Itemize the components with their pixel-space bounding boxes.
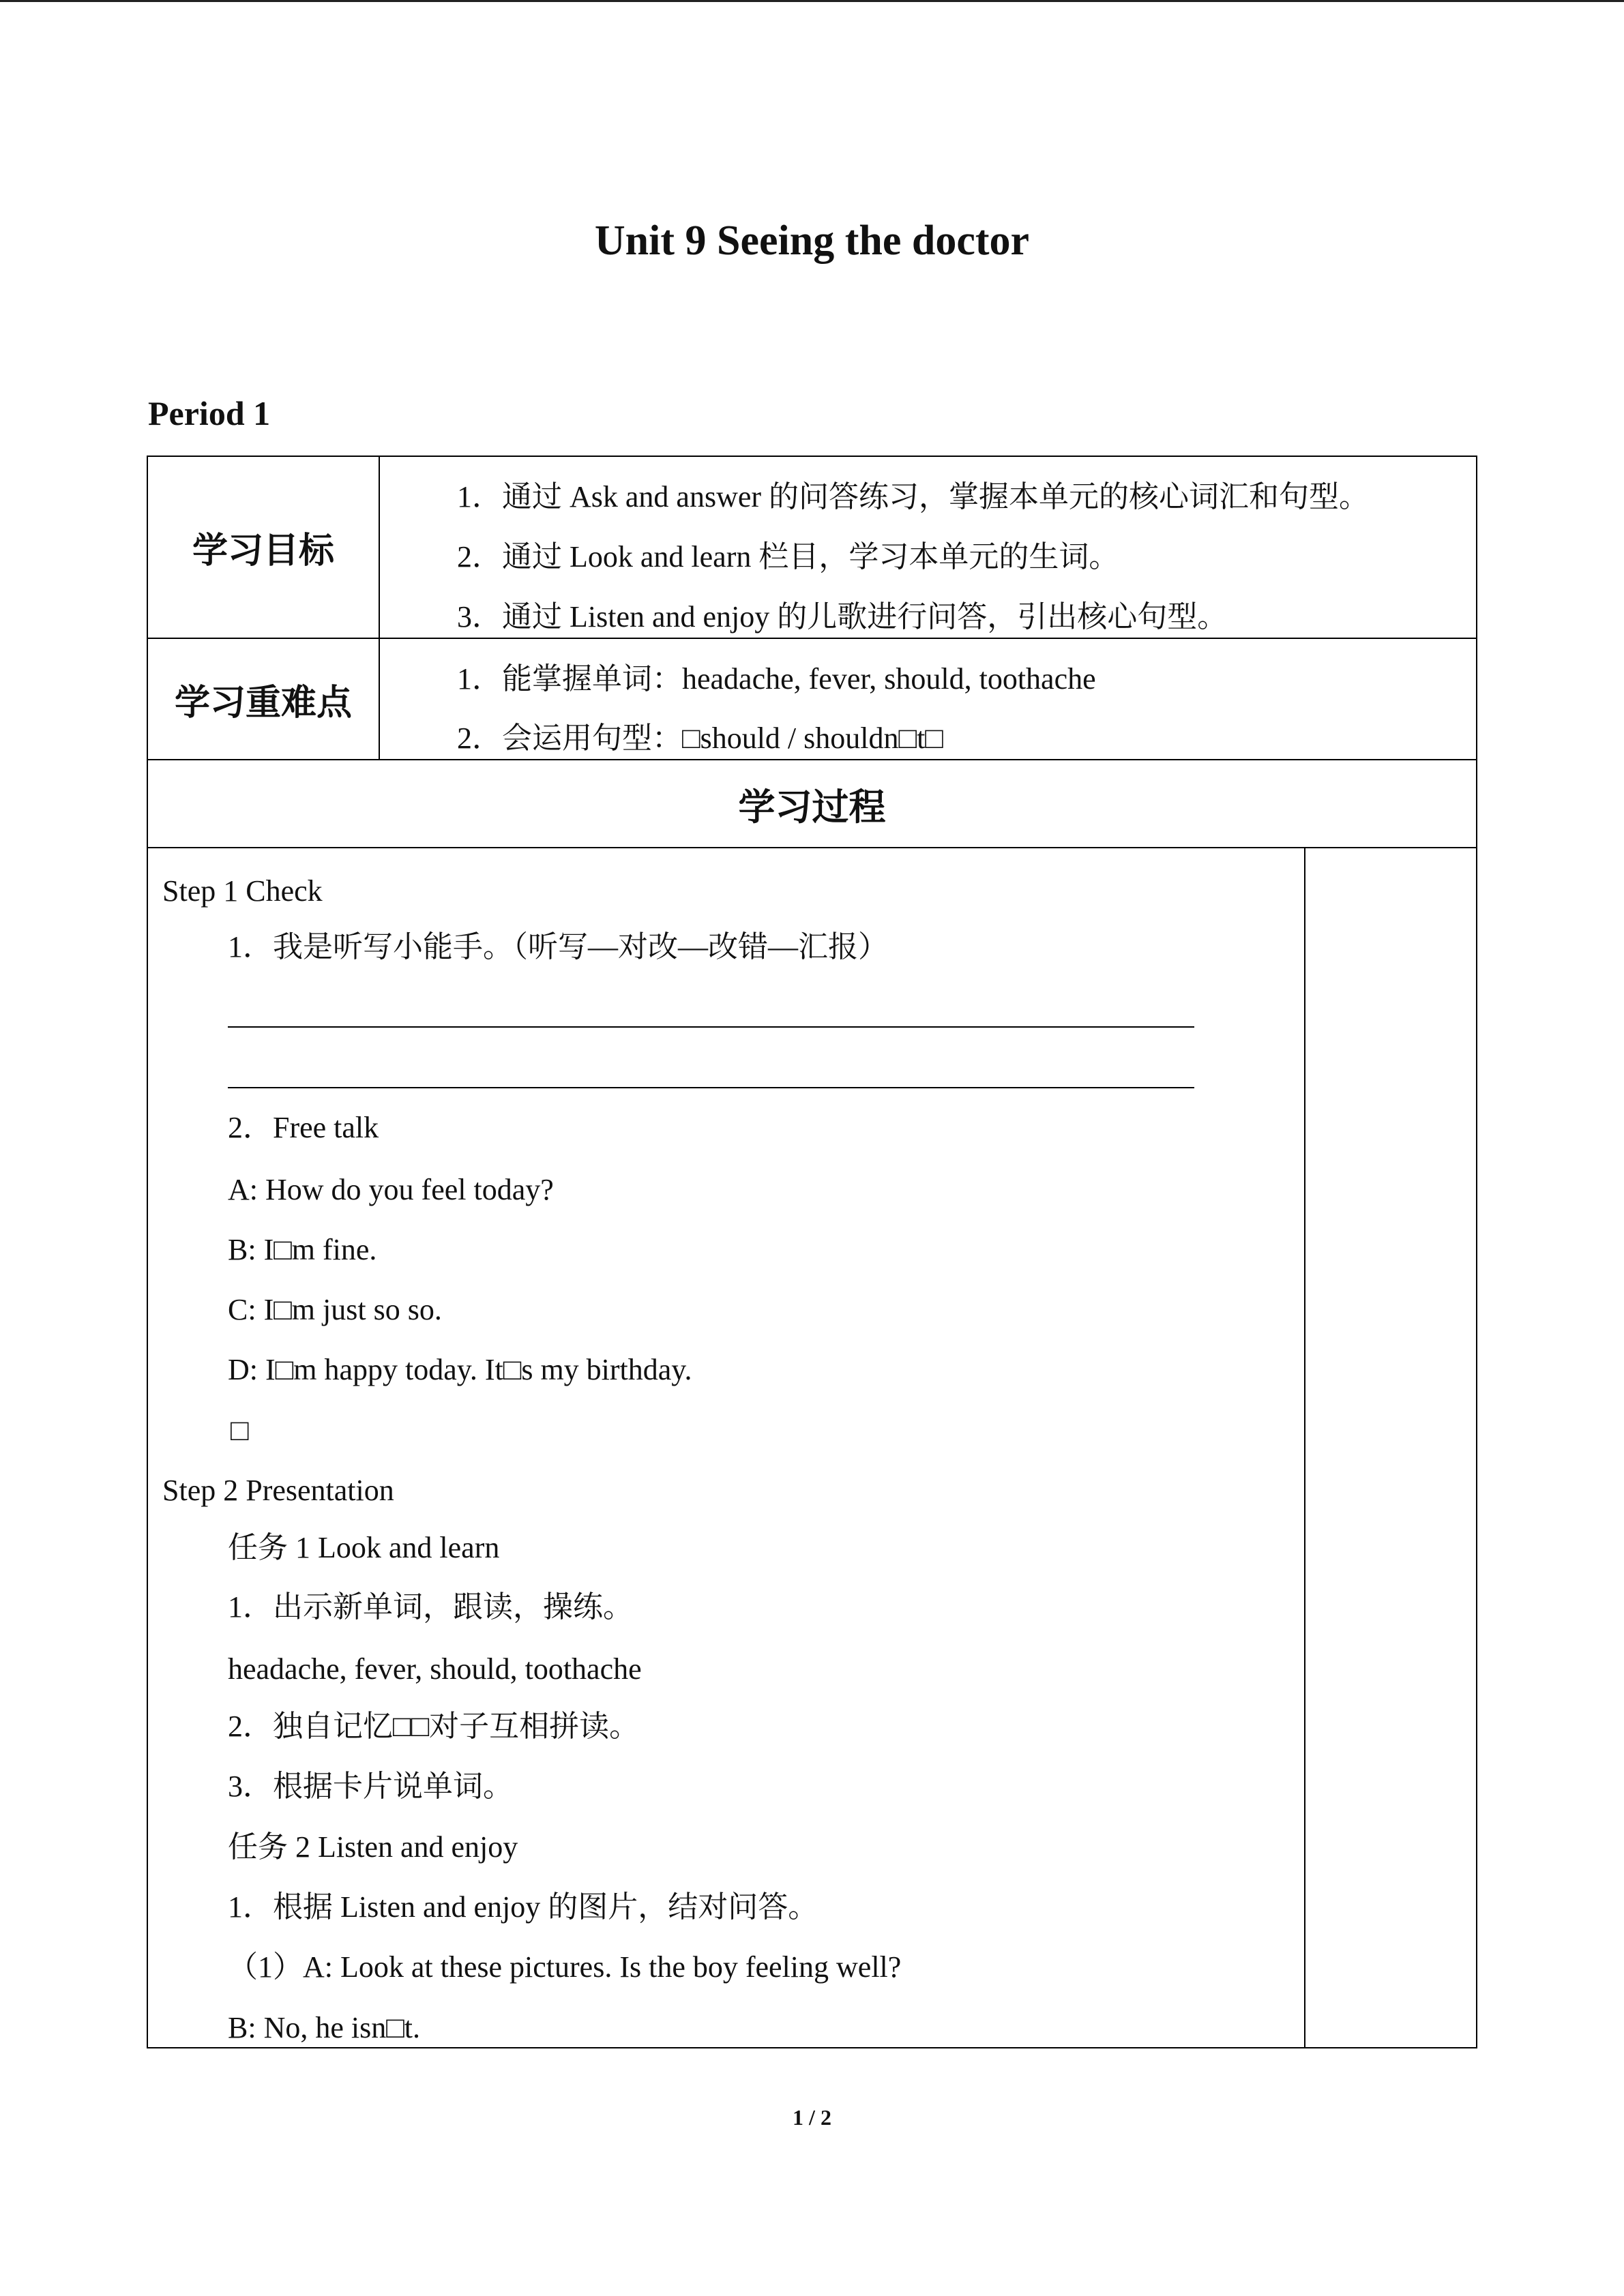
dialogue-line: C: I□m just so so.	[228, 1293, 442, 1326]
task-heading: 任务 1 Look and learn	[228, 1531, 500, 1564]
key-point-item: 1．能掌握单词：headache, fever, should, toothache	[457, 662, 1096, 696]
task-item: 1．出示新单词，跟读，操练。	[228, 1590, 633, 1624]
objective-item: 1．通过 Ask and answer 的问答练习，掌握本单元的核心词汇和句型。	[457, 480, 1370, 513]
task-item: （1）A: Look at these pictures. Is the boy feeling well?	[228, 1950, 902, 1984]
table-notes-column-divider	[1304, 847, 1305, 2048]
period-heading: Period 1	[148, 394, 271, 432]
task-item: headache, fever, should, toothache	[228, 1652, 642, 1686]
page-top-border	[0, 0, 1624, 2]
step-heading: Step 1 Check	[162, 874, 323, 908]
blank-box: □	[231, 1414, 249, 1447]
dictation-blank-line	[228, 1087, 1194, 1088]
objective-item: 3．通过 Listen and enjoy 的儿歌进行问答，引出核心句型。	[457, 600, 1228, 633]
step-item: 1．我是听写小能手。（听写—对改—改错—汇报）	[228, 930, 888, 964]
key-points-label: 学习重难点	[174, 682, 352, 724]
table-column-divider	[379, 456, 380, 760]
dictation-blank-line	[228, 1026, 1194, 1028]
step-item: 2．Free talk	[228, 1111, 379, 1144]
task-item: 1．根据 Listen and enjoy 的图片，结对问答。	[228, 1890, 818, 1924]
table-border-right	[1476, 456, 1477, 2048]
dialogue-line: A: How do you feel today?	[228, 1173, 554, 1206]
task-heading: 任务 2 Listen and enjoy	[228, 1830, 518, 1864]
step-heading: Step 2 Presentation	[162, 1474, 394, 1507]
key-point-item: 2．会运用句型：□should / shouldn□t□	[457, 721, 943, 755]
page-number: 1 / 2	[793, 2105, 831, 2130]
task-item: B: No, he isn□t.	[228, 2011, 421, 2044]
dialogue-line: B: I□m fine.	[228, 1233, 377, 1266]
dialogue-line: D: I□m happy today. It□s my birthday.	[228, 1353, 692, 1386]
task-item: 2．独自记忆□□对子互相拼读。	[228, 1710, 640, 1743]
objective-item: 2．通过 Look and learn 栏目，学习本单元的生词。	[457, 540, 1119, 573]
objectives-label: 学习目标	[192, 531, 334, 571]
document-title: Unit 9 Seeing the doctor	[594, 218, 1030, 264]
task-item: 3．根据卡片说单词。	[228, 1770, 513, 1803]
process-heading: 学习过程	[738, 785, 886, 829]
